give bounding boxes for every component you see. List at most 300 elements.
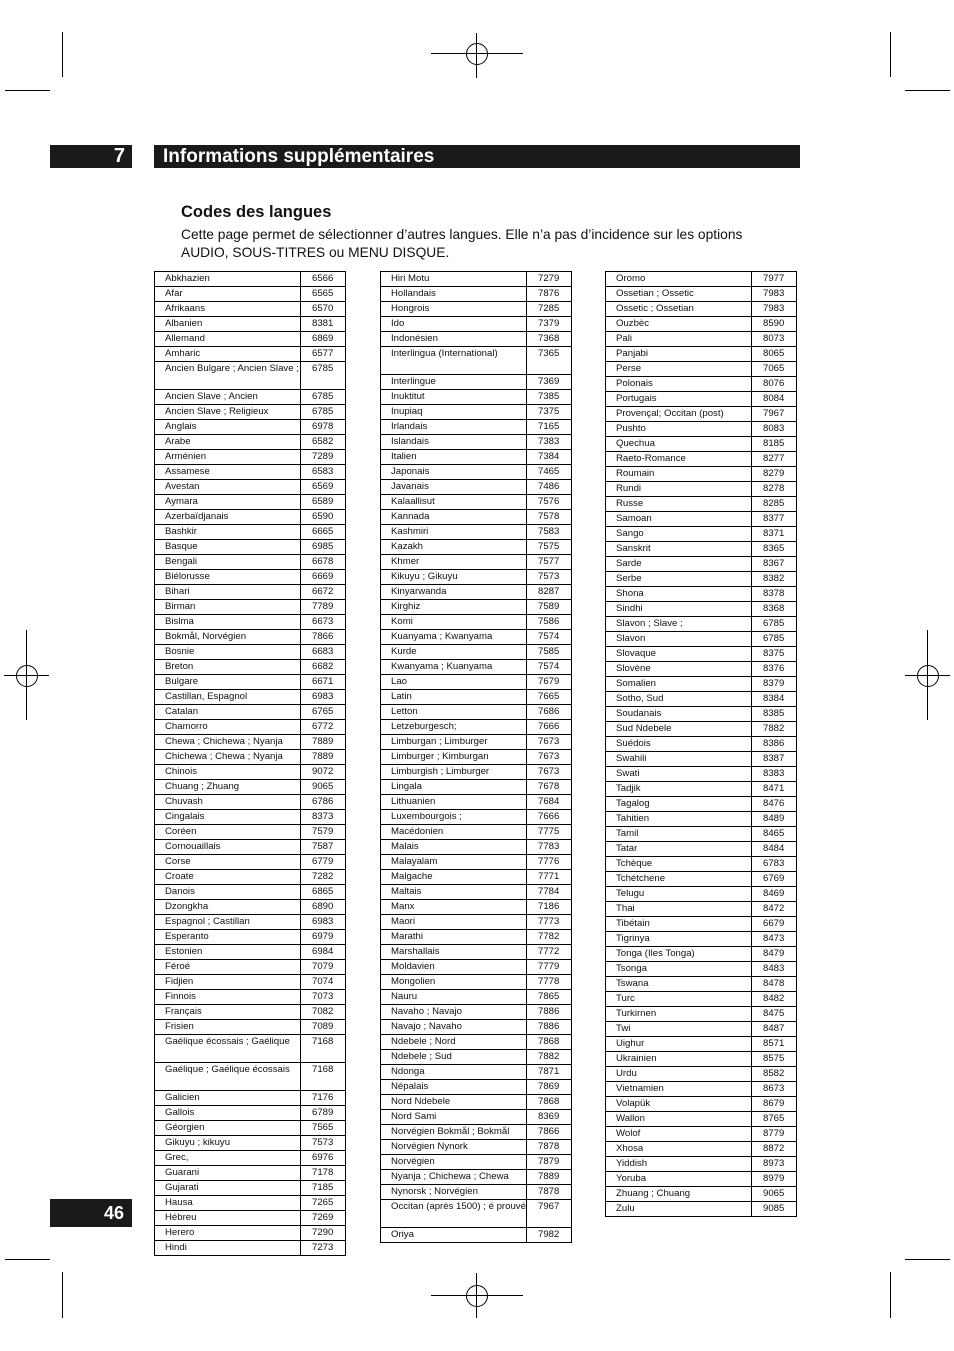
language-name: Castillan, Espagnol [155, 690, 301, 705]
language-code: 7889 [527, 1170, 572, 1185]
table-row [381, 945, 572, 960]
language-name: Inupiaq [381, 405, 527, 420]
table-row [381, 450, 572, 465]
language-code: 6682 [301, 660, 346, 675]
language-name: Indonésien [381, 332, 527, 347]
language-code: 7565 [301, 1121, 346, 1136]
table-row [606, 1157, 797, 1172]
language-name: Croate [155, 870, 301, 885]
language-name: Italien [381, 450, 527, 465]
language-code: 7168 [301, 1063, 346, 1091]
language-name: Afrikaans [155, 302, 301, 317]
language-code: 7586 [527, 615, 572, 630]
table-row [606, 932, 797, 947]
language-code: 7983 [752, 302, 797, 317]
table-row [381, 915, 572, 930]
language-name: Manx [381, 900, 527, 915]
table-row [155, 645, 346, 660]
language-code: 8065 [752, 347, 797, 362]
table-row [381, 1005, 572, 1020]
table-row [381, 870, 572, 885]
language-code: 7771 [527, 870, 572, 885]
language-name: Gikuyu ; kikuyu [155, 1136, 301, 1151]
language-name: Lithuanien [381, 795, 527, 810]
language-code: 8487 [752, 1022, 797, 1037]
registration-mark-icon [466, 43, 488, 65]
language-code: 7375 [527, 405, 572, 420]
language-code: 6978 [301, 420, 346, 435]
language-name: Urdu [606, 1067, 752, 1082]
crop-mark [5, 1259, 50, 1260]
language-code: 7369 [527, 375, 572, 390]
language-code: 7583 [527, 525, 572, 540]
table-row [381, 840, 572, 855]
language-name: Ancien Slave ; Ancien [155, 390, 301, 405]
table-row [155, 885, 346, 900]
table-row [155, 690, 346, 705]
language-name: Gujarati [155, 1181, 301, 1196]
language-code: 7865 [527, 990, 572, 1005]
language-code: 6565 [301, 287, 346, 302]
table-row [606, 1037, 797, 1052]
language-code: 7773 [527, 915, 572, 930]
language-code: 7065 [752, 362, 797, 377]
language-code: 8378 [752, 587, 797, 602]
language-name: Khmer [381, 555, 527, 570]
table-row [606, 302, 797, 317]
language-code: 8381 [301, 317, 346, 332]
language-code: 8373 [301, 810, 346, 825]
language-name: Norvégien Bokmål ; Bokmål [381, 1125, 527, 1140]
language-name: Allemand [155, 332, 301, 347]
table-row [606, 782, 797, 797]
language-code: 7869 [527, 1080, 572, 1095]
table-row [381, 750, 572, 765]
language-name: Oriya [381, 1228, 527, 1243]
crop-mark [905, 90, 950, 91]
language-code: 8979 [752, 1172, 797, 1187]
language-code: 8575 [752, 1052, 797, 1067]
language-code: 7866 [527, 1125, 572, 1140]
table-row [381, 480, 572, 495]
table-row [155, 272, 346, 287]
table-row [606, 332, 797, 347]
language-code: 8379 [752, 677, 797, 692]
table-row [606, 1202, 797, 1217]
language-code: 7074 [301, 975, 346, 990]
table-row [606, 917, 797, 932]
table-row [381, 630, 572, 645]
table-row [606, 587, 797, 602]
language-code: 7082 [301, 1005, 346, 1020]
language-code: 6665 [301, 525, 346, 540]
language-code: 7282 [301, 870, 346, 885]
language-name: Chewa ; Chichewa ; Nyanja [155, 735, 301, 750]
language-code: 6984 [301, 945, 346, 960]
crop-mark [5, 90, 50, 91]
language-name: Shona [606, 587, 752, 602]
language-code: 6590 [301, 510, 346, 525]
language-name: Yiddish [606, 1157, 752, 1172]
language-name: Soudanais [606, 707, 752, 722]
language-name: Cornouaillais [155, 840, 301, 855]
language-code: 8368 [752, 602, 797, 617]
language-code: 7878 [527, 1185, 572, 1200]
language-code: 6569 [301, 480, 346, 495]
table-row [155, 390, 346, 405]
table-row [381, 570, 572, 585]
language-code: 8277 [752, 452, 797, 467]
table-row [381, 1050, 572, 1065]
table-row [606, 887, 797, 902]
table-row [381, 495, 572, 510]
table-row [381, 420, 572, 435]
language-name: Tadjik [606, 782, 752, 797]
language-code: 6678 [301, 555, 346, 570]
language-code: 8483 [752, 962, 797, 977]
table-row [381, 1110, 572, 1125]
table-row [381, 735, 572, 750]
table-row [381, 810, 572, 825]
language-code: 7576 [527, 495, 572, 510]
language-name: Cingalais [155, 810, 301, 825]
language-code: 7168 [301, 1035, 346, 1063]
table-row [606, 572, 797, 587]
table-row [381, 975, 572, 990]
language-code: 7868 [527, 1095, 572, 1110]
language-code: 7673 [527, 735, 572, 750]
language-code: 7686 [527, 705, 572, 720]
language-name: Luxembourgois ; [381, 810, 527, 825]
crop-mark [62, 32, 63, 77]
language-name: Anglais [155, 420, 301, 435]
language-code: 6890 [301, 900, 346, 915]
table-row [381, 317, 572, 332]
language-code: 8084 [752, 392, 797, 407]
language-code: 7365 [527, 347, 572, 375]
language-code: 8279 [752, 467, 797, 482]
language-name: Ouzbèc [606, 317, 752, 332]
language-code: 7673 [527, 750, 572, 765]
registration-mark-icon [16, 665, 38, 687]
language-code: 7666 [527, 720, 572, 735]
language-name: Afar [155, 287, 301, 302]
table-row [155, 302, 346, 317]
language-name: Interlingue [381, 375, 527, 390]
table-row [606, 1097, 797, 1112]
language-code: 7982 [527, 1228, 572, 1243]
table-row [606, 707, 797, 722]
language-code: 6769 [752, 872, 797, 887]
table-row [155, 465, 346, 480]
language-name: Komi [381, 615, 527, 630]
table-row [155, 600, 346, 615]
table-row [606, 677, 797, 692]
table-row [155, 1166, 346, 1181]
table-row [381, 390, 572, 405]
language-code: 8387 [752, 752, 797, 767]
table-row [606, 557, 797, 572]
language-name: Swahili [606, 752, 752, 767]
language-code: 6589 [301, 495, 346, 510]
section-intro: Cette page permet de sélectionner d’autres langues. Elle n’a pas d’incidence sur les options AUDIO, SOUS-TITRES ou MENU DISQUE. [181, 227, 743, 260]
table-row [155, 1106, 346, 1121]
language-name: Marshallais [381, 945, 527, 960]
language-name: Frisien [155, 1020, 301, 1035]
language-code: 7684 [527, 795, 572, 810]
language-name: Marathi [381, 930, 527, 945]
language-name: Limburgan ; Limburger [381, 735, 527, 750]
language-code: 7579 [301, 825, 346, 840]
table-row [155, 435, 346, 450]
chapter-number: 7 [50, 145, 132, 168]
table-row [381, 585, 572, 600]
language-code: 8073 [752, 332, 797, 347]
language-code: 8476 [752, 797, 797, 812]
language-code: 7783 [527, 840, 572, 855]
language-code: 7089 [301, 1020, 346, 1035]
language-code: 8872 [752, 1142, 797, 1157]
language-name: Sarde [606, 557, 752, 572]
language-name: Hiri Motu [381, 272, 527, 287]
language-name: Hollandais [381, 287, 527, 302]
language-name: Hausa [155, 1196, 301, 1211]
table-row [155, 1211, 346, 1226]
table-row [606, 1142, 797, 1157]
table-row [606, 647, 797, 662]
table-row [155, 990, 346, 1005]
language-code: 6785 [301, 390, 346, 405]
language-code: 7290 [301, 1226, 346, 1241]
language-code: 6785 [752, 617, 797, 632]
language-code: 7879 [527, 1155, 572, 1170]
language-name: Swati [606, 767, 752, 782]
language-name: Bengali [155, 555, 301, 570]
language-code: 7073 [301, 990, 346, 1005]
language-name: Sotho, Sud [606, 692, 752, 707]
language-name: Kalaallisut [381, 495, 527, 510]
language-code: 7666 [527, 810, 572, 825]
table-row [606, 617, 797, 632]
table-row [606, 497, 797, 512]
language-name: Aymara [155, 495, 301, 510]
language-name: Abkhazien [155, 272, 301, 287]
language-code: 6679 [752, 917, 797, 932]
table-row [155, 510, 346, 525]
table-row [381, 675, 572, 690]
table-row [381, 332, 572, 347]
table-row [381, 1200, 572, 1228]
table-row [606, 317, 797, 332]
section-title: Codes des langues [181, 203, 332, 221]
table-row [606, 977, 797, 992]
table-row [381, 795, 572, 810]
table-row [381, 705, 572, 720]
language-code: 9072 [301, 765, 346, 780]
language-code: 9065 [301, 780, 346, 795]
language-name: Maori [381, 915, 527, 930]
table-row [155, 332, 346, 347]
table-row [381, 1155, 572, 1170]
language-name: Hindi [155, 1241, 301, 1256]
language-code: 6783 [752, 857, 797, 872]
language-code: 7868 [527, 1035, 572, 1050]
table-row [381, 825, 572, 840]
language-name: Lao [381, 675, 527, 690]
language-name: Estonien [155, 945, 301, 960]
table-row [381, 555, 572, 570]
table-row [606, 392, 797, 407]
language-name: Bislma [155, 615, 301, 630]
language-code: 8482 [752, 992, 797, 1007]
table-row [155, 347, 346, 362]
language-name: Panjabi [606, 347, 752, 362]
table-row [381, 900, 572, 915]
language-code: 7289 [301, 450, 346, 465]
language-code: 7789 [301, 600, 346, 615]
table-row [606, 947, 797, 962]
language-code: 7886 [527, 1020, 572, 1035]
table-row [381, 615, 572, 630]
language-codes-table-3 [605, 271, 797, 1217]
language-code: 6772 [301, 720, 346, 735]
table-row [381, 510, 572, 525]
language-name: Hébreu [155, 1211, 301, 1226]
table-row [155, 630, 346, 645]
language-name: Malgache [381, 870, 527, 885]
language-name: Portugais [606, 392, 752, 407]
table-row [381, 885, 572, 900]
table-row [606, 722, 797, 737]
language-code: 6785 [752, 632, 797, 647]
table-row [155, 705, 346, 720]
table-row [381, 1170, 572, 1185]
language-name: Ancien Bulgare ; Ancien Slave ; [155, 362, 301, 390]
language-name: Roumain [606, 467, 752, 482]
language-name: Navaho ; Navajo [381, 1005, 527, 1020]
language-code: 7273 [301, 1241, 346, 1256]
table-row [606, 767, 797, 782]
table-row [606, 437, 797, 452]
language-code: 6669 [301, 570, 346, 585]
language-code: 6785 [301, 362, 346, 390]
language-name: Basque [155, 540, 301, 555]
table-row [155, 420, 346, 435]
table-row [606, 1052, 797, 1067]
language-name: Chuang ; Zhuang [155, 780, 301, 795]
table-row [381, 1065, 572, 1080]
language-name: Espagnol ; Castillan [155, 915, 301, 930]
language-code: 8285 [752, 497, 797, 512]
language-name: Tagalog [606, 797, 752, 812]
table-row [155, 945, 346, 960]
language-name: Albanien [155, 317, 301, 332]
table-row [155, 1020, 346, 1035]
table-row [155, 317, 346, 332]
language-code: 6582 [301, 435, 346, 450]
language-name: Kirghiz [381, 600, 527, 615]
table-row [381, 960, 572, 975]
language-name: Corse [155, 855, 301, 870]
language-code: 6785 [301, 405, 346, 420]
language-code: 7265 [301, 1196, 346, 1211]
language-name: Polonais [606, 377, 752, 392]
language-name: Ancien Slave ; Religieux [155, 405, 301, 420]
table-row [606, 362, 797, 377]
language-code: 7577 [527, 555, 572, 570]
table-row [381, 1080, 572, 1095]
registration-mark-icon [466, 1285, 488, 1307]
language-code: 6979 [301, 930, 346, 945]
language-code: 7486 [527, 480, 572, 495]
language-name: Gaélique écossais ; Gaélique [155, 1035, 301, 1063]
table-row [155, 915, 346, 930]
table-row [381, 405, 572, 420]
language-name: Chuvash [155, 795, 301, 810]
language-code: 8385 [752, 707, 797, 722]
table-row [381, 540, 572, 555]
language-name: Norvégien [381, 1155, 527, 1170]
language-name: Russe [606, 497, 752, 512]
language-name: Thai [606, 902, 752, 917]
table-row [606, 872, 797, 887]
language-code: 7573 [527, 570, 572, 585]
language-name: Galicien [155, 1091, 301, 1106]
language-name: Yoruba [606, 1172, 752, 1187]
table-row [155, 362, 346, 390]
table-row [155, 960, 346, 975]
language-name: Nord Ndebele [381, 1095, 527, 1110]
language-name: Ndebele ; Nord [381, 1035, 527, 1050]
language-code: 8384 [752, 692, 797, 707]
table-row [606, 662, 797, 677]
language-code: 6983 [301, 690, 346, 705]
language-name: Birman [155, 600, 301, 615]
language-name: Slovène [606, 662, 752, 677]
language-name: Tamil [606, 827, 752, 842]
chapter-title: Informations supplémentaires [154, 145, 800, 168]
language-code: 7882 [752, 722, 797, 737]
language-name: Oromo [606, 272, 752, 287]
language-name: Nauru [381, 990, 527, 1005]
language-name: Rundi [606, 482, 752, 497]
language-code: 8590 [752, 317, 797, 332]
language-name: Pushto [606, 422, 752, 437]
language-name: Ido [381, 317, 527, 332]
language-name: Kuanyama ; Kwanyama [381, 630, 527, 645]
table-row [606, 737, 797, 752]
language-code: 9085 [752, 1202, 797, 1217]
language-code: 8475 [752, 1007, 797, 1022]
language-code: 7889 [301, 735, 346, 750]
language-name: Quechua [606, 437, 752, 452]
table-row [606, 602, 797, 617]
language-name: Suédois [606, 737, 752, 752]
table-row [155, 675, 346, 690]
language-code: 8484 [752, 842, 797, 857]
language-name: Raeto-Romance [606, 452, 752, 467]
table-row [606, 842, 797, 857]
table-row [155, 975, 346, 990]
language-name: Amharic [155, 347, 301, 362]
language-code: 7967 [527, 1200, 572, 1228]
language-name: Dzongkha [155, 900, 301, 915]
table-row [381, 1020, 572, 1035]
table-row [155, 1136, 346, 1151]
table-row [155, 1005, 346, 1020]
language-name: Chinois [155, 765, 301, 780]
language-code: 7385 [527, 390, 572, 405]
